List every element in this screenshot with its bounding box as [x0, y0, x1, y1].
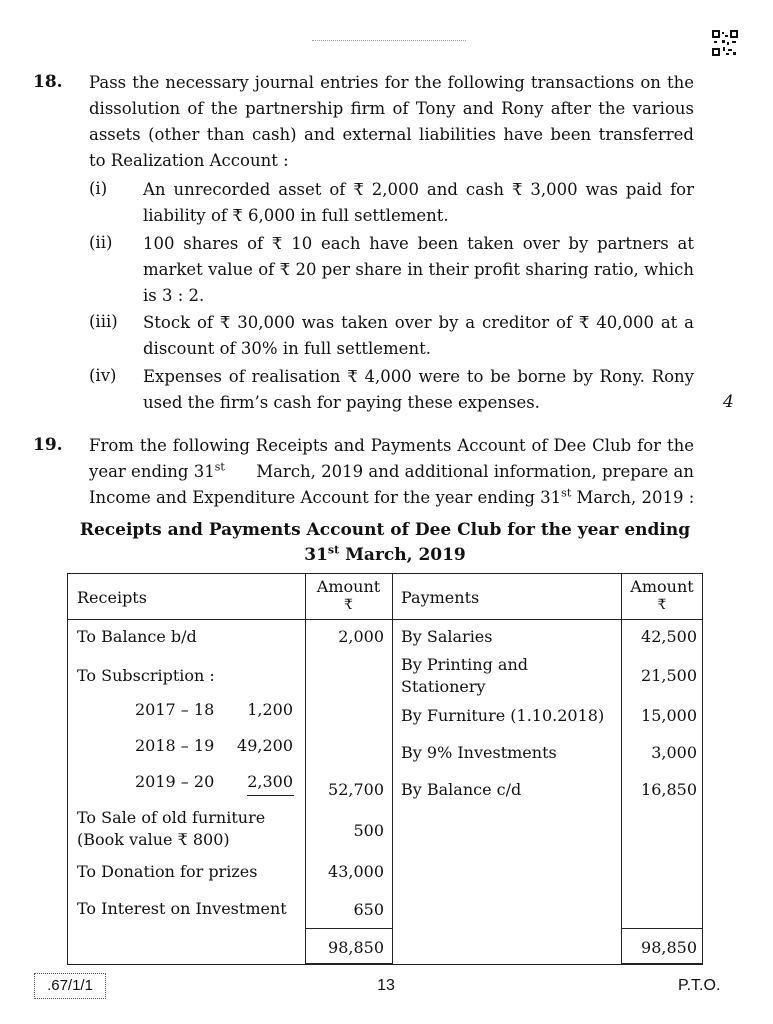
- receipts-total-rule-double: [305, 963, 392, 964]
- q18-item-iv-line2: used the firm’s cash for paying these expenses.: [143, 393, 540, 412]
- payment-salaries-amount: 42,500: [641, 627, 697, 646]
- payment-printing-line2: Stationery: [401, 677, 486, 696]
- payments-total-rule-top: [621, 928, 703, 929]
- q18-item-iv-line1: Expenses of realisation ₹ 4,000 were to be borne by Rony. Rony: [143, 367, 694, 386]
- table-title-line2: [67, 542, 703, 568]
- header-receipts: Receipts: [77, 588, 147, 607]
- q19-line2-part-a: year ending 31: [89, 462, 215, 481]
- receipt-furniture-amount: 500: [353, 821, 384, 840]
- payments-total-rule-double: [621, 963, 703, 964]
- table-header-rule: [67, 619, 703, 620]
- question-18-number: 18.: [33, 72, 63, 92]
- header-payments: Payments: [401, 588, 480, 607]
- receipt-subscription: To Subscription :: [77, 666, 215, 685]
- payment-furniture-amount: 15,000: [641, 706, 697, 725]
- header-amount-payments: Amount: [630, 577, 694, 596]
- question-19-number: 19.: [33, 435, 63, 455]
- payment-balance-cd: By Balance c/d: [401, 780, 522, 799]
- receipt-balance-bd: To Balance b/d: [77, 627, 197, 646]
- receipt-donation: To Donation for prizes: [77, 862, 258, 881]
- question-18-intro: Pass the necessary journal entries for the following transactions on the dissolution of the partnership firm of Tony and Rony after the various assets (other than cash) and external liabilities have been transferred to Realization Account :: [89, 73, 694, 170]
- payment-printing-amount: 21,500: [641, 666, 697, 685]
- q18-item-ii-line3: is 3 : 2.: [143, 286, 205, 305]
- q18-item-i-label: (i): [89, 179, 108, 198]
- subscription-value-2019-20: 2,300: [247, 772, 293, 791]
- table-title-year-b: March, 2019: [339, 545, 466, 565]
- q18-item-ii-label: (ii): [89, 233, 113, 252]
- q19-text-line3: [89, 485, 694, 511]
- q18-item-iii-line1: Stock of ₹ 30,000 was taken over by a creditor of ₹ 40,000 at a: [143, 313, 694, 332]
- paper-code: .67/1/1: [34, 973, 106, 999]
- receipts-total-rule-top: [305, 928, 392, 929]
- receipt-balance-bd-amount: 2,000: [338, 627, 384, 646]
- q19-line3-sup: st: [561, 486, 572, 500]
- q18-item-ii-line1: 100 shares of ₹ 10 each have been taken over by partners at: [143, 234, 694, 253]
- receipt-donation-amount: 43,000: [328, 862, 384, 881]
- payment-printing-line1: By Printing and: [401, 655, 528, 674]
- q19-line2-sup: st: [214, 460, 225, 474]
- table-title-line1: Receipts and Payments Account of Dee Club for the year ending: [79, 520, 691, 540]
- receipt-subscription-total: 52,700: [328, 780, 384, 799]
- header-rule: [312, 40, 466, 41]
- receipt-furniture-line2: (Book value ₹ 800): [77, 830, 230, 849]
- receipt-interest: To Interest on Investment: [77, 899, 287, 918]
- q18-item-i-line2: liability of ₹ 6,000 in full settlement.: [143, 206, 449, 225]
- q18-item-iii-line2: discount of 30% in full settlement.: [143, 339, 431, 358]
- q18-item-ii-line2: market value of ₹ 20 per share in their profit sharing ratio, which: [143, 260, 694, 279]
- subscription-value-2018-19: 49,200: [237, 736, 293, 755]
- table-title-year-a: 31: [304, 545, 328, 565]
- subscription-subtotal-rule: [247, 795, 294, 796]
- subscription-year-2017-18: 2017 – 18: [135, 700, 215, 719]
- q18-item-i-line1: An unrecorded asset of ₹ 2,000 and cash ₹ 3,000 was paid for: [143, 180, 694, 199]
- q18-marks: 4: [723, 392, 734, 412]
- receipts-total: 98,850: [328, 938, 384, 957]
- subscription-year-2019-20: 2019 – 20: [135, 772, 215, 791]
- subscription-value-2017-18: 1,200: [247, 700, 293, 719]
- q19-text-line2: [89, 459, 694, 485]
- receipt-interest-amount: 650: [353, 900, 384, 919]
- payment-investments-amount: 3,000: [651, 743, 697, 762]
- page-number: 13: [377, 977, 395, 994]
- table-col-divider-2: [392, 573, 393, 965]
- header-amount-receipts: Amount: [316, 577, 381, 596]
- q19-line3-part-a: Income and Expenditure Account for the year ending 31: [89, 488, 562, 507]
- qr-code-icon: [712, 30, 738, 56]
- header-rupee-receipts: ₹: [344, 597, 353, 613]
- q18-item-iv-label: (iv): [89, 366, 117, 385]
- payment-furniture: By Furniture (1.10.2018): [401, 706, 605, 725]
- subscription-year-2018-19: 2018 – 19: [135, 736, 215, 755]
- payments-total: 98,850: [641, 938, 697, 957]
- payment-balance-cd-amount: 16,850: [641, 780, 697, 799]
- receipt-furniture-line1: To Sale of old furniture: [77, 808, 266, 827]
- pto-label: P.T.O.: [678, 977, 721, 994]
- payment-investments: By 9% Investments: [401, 743, 557, 762]
- payment-salaries: By Salaries: [401, 627, 493, 646]
- q19-text-line1: From the following Receipts and Payments Account of Dee Club for the: [89, 436, 694, 455]
- q19-line2-part-b: March, 2019 and additional information, prepare an: [256, 462, 694, 481]
- q18-item-iii-label: (iii): [89, 312, 118, 331]
- q19-line3-part-b: March, 2019 :: [571, 488, 695, 507]
- header-rupee-payments: ₹: [657, 597, 667, 613]
- table-title-sup: st: [327, 543, 340, 557]
